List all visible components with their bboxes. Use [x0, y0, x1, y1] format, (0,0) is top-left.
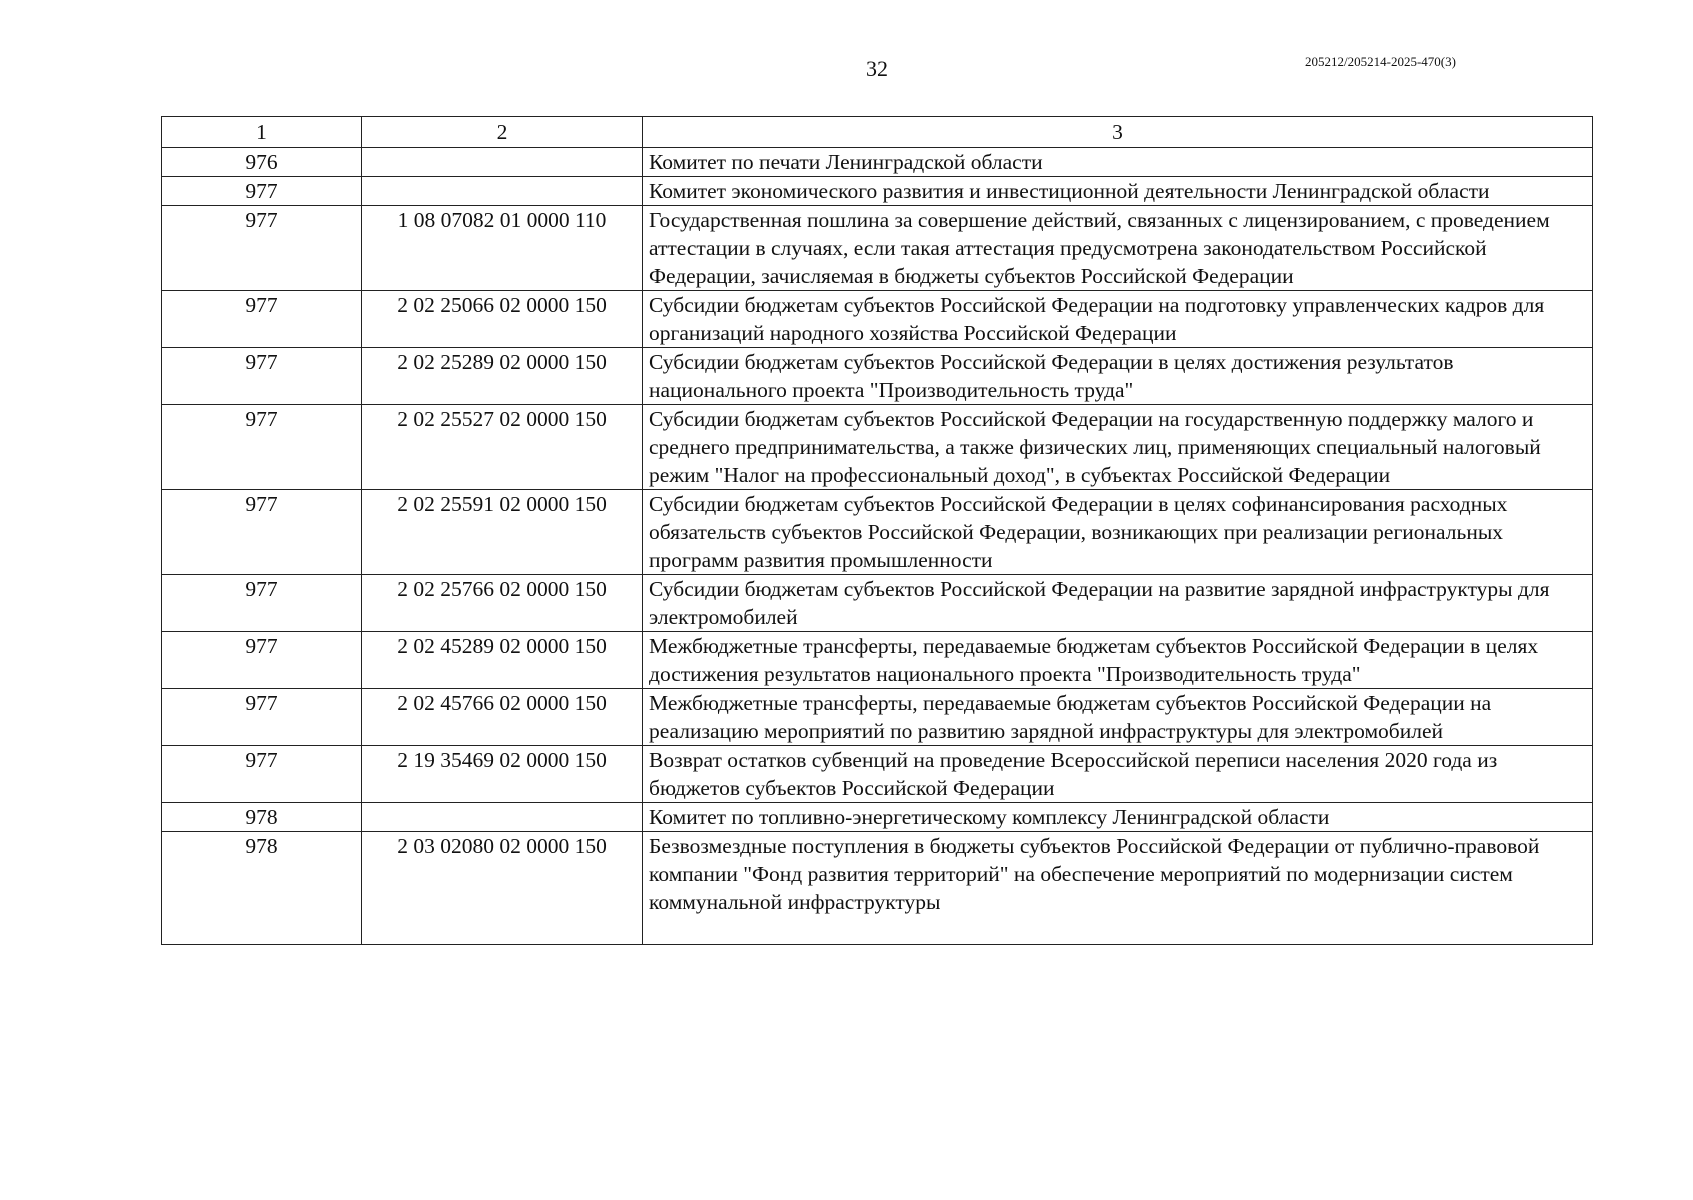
- description-cell: Субсидии бюджетам субъектов Российской Федерации в целях достижения результатов национального проекта "Производительность труда": [643, 348, 1593, 405]
- column-header-2: 2: [362, 117, 643, 148]
- admin-code-cell: 977: [162, 632, 362, 689]
- admin-code-cell: 977: [162, 490, 362, 575]
- income-code-cell: 2 02 45289 02 0000 150: [362, 632, 643, 689]
- admin-code-cell: 977: [162, 689, 362, 746]
- table-header-row: [162, 117, 1593, 148]
- description-cell: Межбюджетные трансферты, передаваемые бюджетам субъектов Российской Федерации в целях достижения результатов национального проекта "Производительность труда": [643, 632, 1593, 689]
- admin-code-cell: 978: [162, 803, 362, 832]
- table-row: [162, 348, 1593, 405]
- admin-code-cell: 978: [162, 832, 362, 945]
- description-cell: Субсидии бюджетам субъектов Российской Федерации на подготовку управленческих кадров для организаций народного хозяйства Российской Федерации: [643, 291, 1593, 348]
- description-cell: Субсидии бюджетам субъектов Российской Федерации в целях софинансирования расходных обязательств субъектов Российской Федерации, возникающих при реализации региональных программ развития промышленности: [643, 490, 1593, 575]
- admin-code-cell: 977: [162, 405, 362, 490]
- description-cell: Комитет по печати Ленинградской области: [643, 148, 1593, 177]
- admin-code-cell: 977: [162, 575, 362, 632]
- page-number: 32: [866, 56, 888, 81]
- table-row: [162, 148, 1593, 177]
- admin-code-cell: 977: [162, 206, 362, 291]
- table-row: [162, 575, 1593, 632]
- income-code-cell: 2 02 25591 02 0000 150: [362, 490, 643, 575]
- table-row: [162, 632, 1593, 689]
- income-code-cell: [362, 177, 643, 206]
- description-cell: Межбюджетные трансферты, передаваемые бюджетам субъектов Российской Федерации на реализацию мероприятий по развитию зарядной инфраструктуры для электромобилей: [643, 689, 1593, 746]
- description-cell: Государственная пошлина за совершение действий, связанных с лицензированием, с проведением аттестации в случаях, если такая аттестация предусмотрена законодательством Российской Федерации, зачисляемая в бюджеты субъектов Российской Федерации: [643, 206, 1593, 291]
- income-code-cell: [362, 148, 643, 177]
- description-cell: Субсидии бюджетам субъектов Российской Федерации на государственную поддержку малого и среднего предпринимательства, а также физических лиц, применяющих специальный налоговый режим "Налог на профессиональный доход", в субъектах Российской Федерации: [643, 405, 1593, 490]
- description-cell: Комитет экономического развития и инвестиционной деятельности Ленинградской области: [643, 177, 1593, 206]
- description-cell: Безвозмездные поступления в бюджеты субъектов Российской Федерации от публично-правовой компании "Фонд развития территорий" на обеспечение мероприятий по модернизации систем коммунальной инфраструктуры: [643, 832, 1593, 945]
- income-code-cell: 2 02 25527 02 0000 150: [362, 405, 643, 490]
- admin-code-cell: 977: [162, 348, 362, 405]
- admin-code-cell: 977: [162, 177, 362, 206]
- income-code-cell: 2 02 25066 02 0000 150: [362, 291, 643, 348]
- income-code-cell: 1 08 07082 01 0000 110: [362, 206, 643, 291]
- table-row: [162, 803, 1593, 832]
- admin-code-cell: 976: [162, 148, 362, 177]
- income-code-cell: 2 19 35469 02 0000 150: [362, 746, 643, 803]
- income-code-cell: 2 02 25766 02 0000 150: [362, 575, 643, 632]
- table-row: [162, 206, 1593, 291]
- revenue-code-table: [161, 116, 1593, 945]
- column-header-3: 3: [643, 117, 1593, 148]
- column-header-1: 1: [162, 117, 362, 148]
- income-code-cell: 2 03 02080 02 0000 150: [362, 832, 643, 945]
- income-code-cell: 2 02 25289 02 0000 150: [362, 348, 643, 405]
- table-row: [162, 832, 1593, 945]
- table-row: [162, 746, 1593, 803]
- document-code: 205212/205214-2025-470(3): [1305, 54, 1456, 69]
- table-row: [162, 490, 1593, 575]
- income-code-cell: 2 02 45766 02 0000 150: [362, 689, 643, 746]
- income-code-cell: [362, 803, 643, 832]
- table-row: [162, 291, 1593, 348]
- admin-code-cell: 977: [162, 746, 362, 803]
- description-cell: Возврат остатков субвенций на проведение Всероссийской переписи населения 2020 года из бюджетов субъектов Российской Федерации: [643, 746, 1593, 803]
- table-body: [162, 148, 1593, 945]
- description-cell: Субсидии бюджетам субъектов Российской Федерации на развитие зарядной инфраструктуры для электромобилей: [643, 575, 1593, 632]
- description-cell: Комитет по топливно-энергетическому комплексу Ленинградской области: [643, 803, 1593, 832]
- admin-code-cell: 977: [162, 291, 362, 348]
- table-row: [162, 177, 1593, 206]
- table-row: [162, 689, 1593, 746]
- table-row: [162, 405, 1593, 490]
